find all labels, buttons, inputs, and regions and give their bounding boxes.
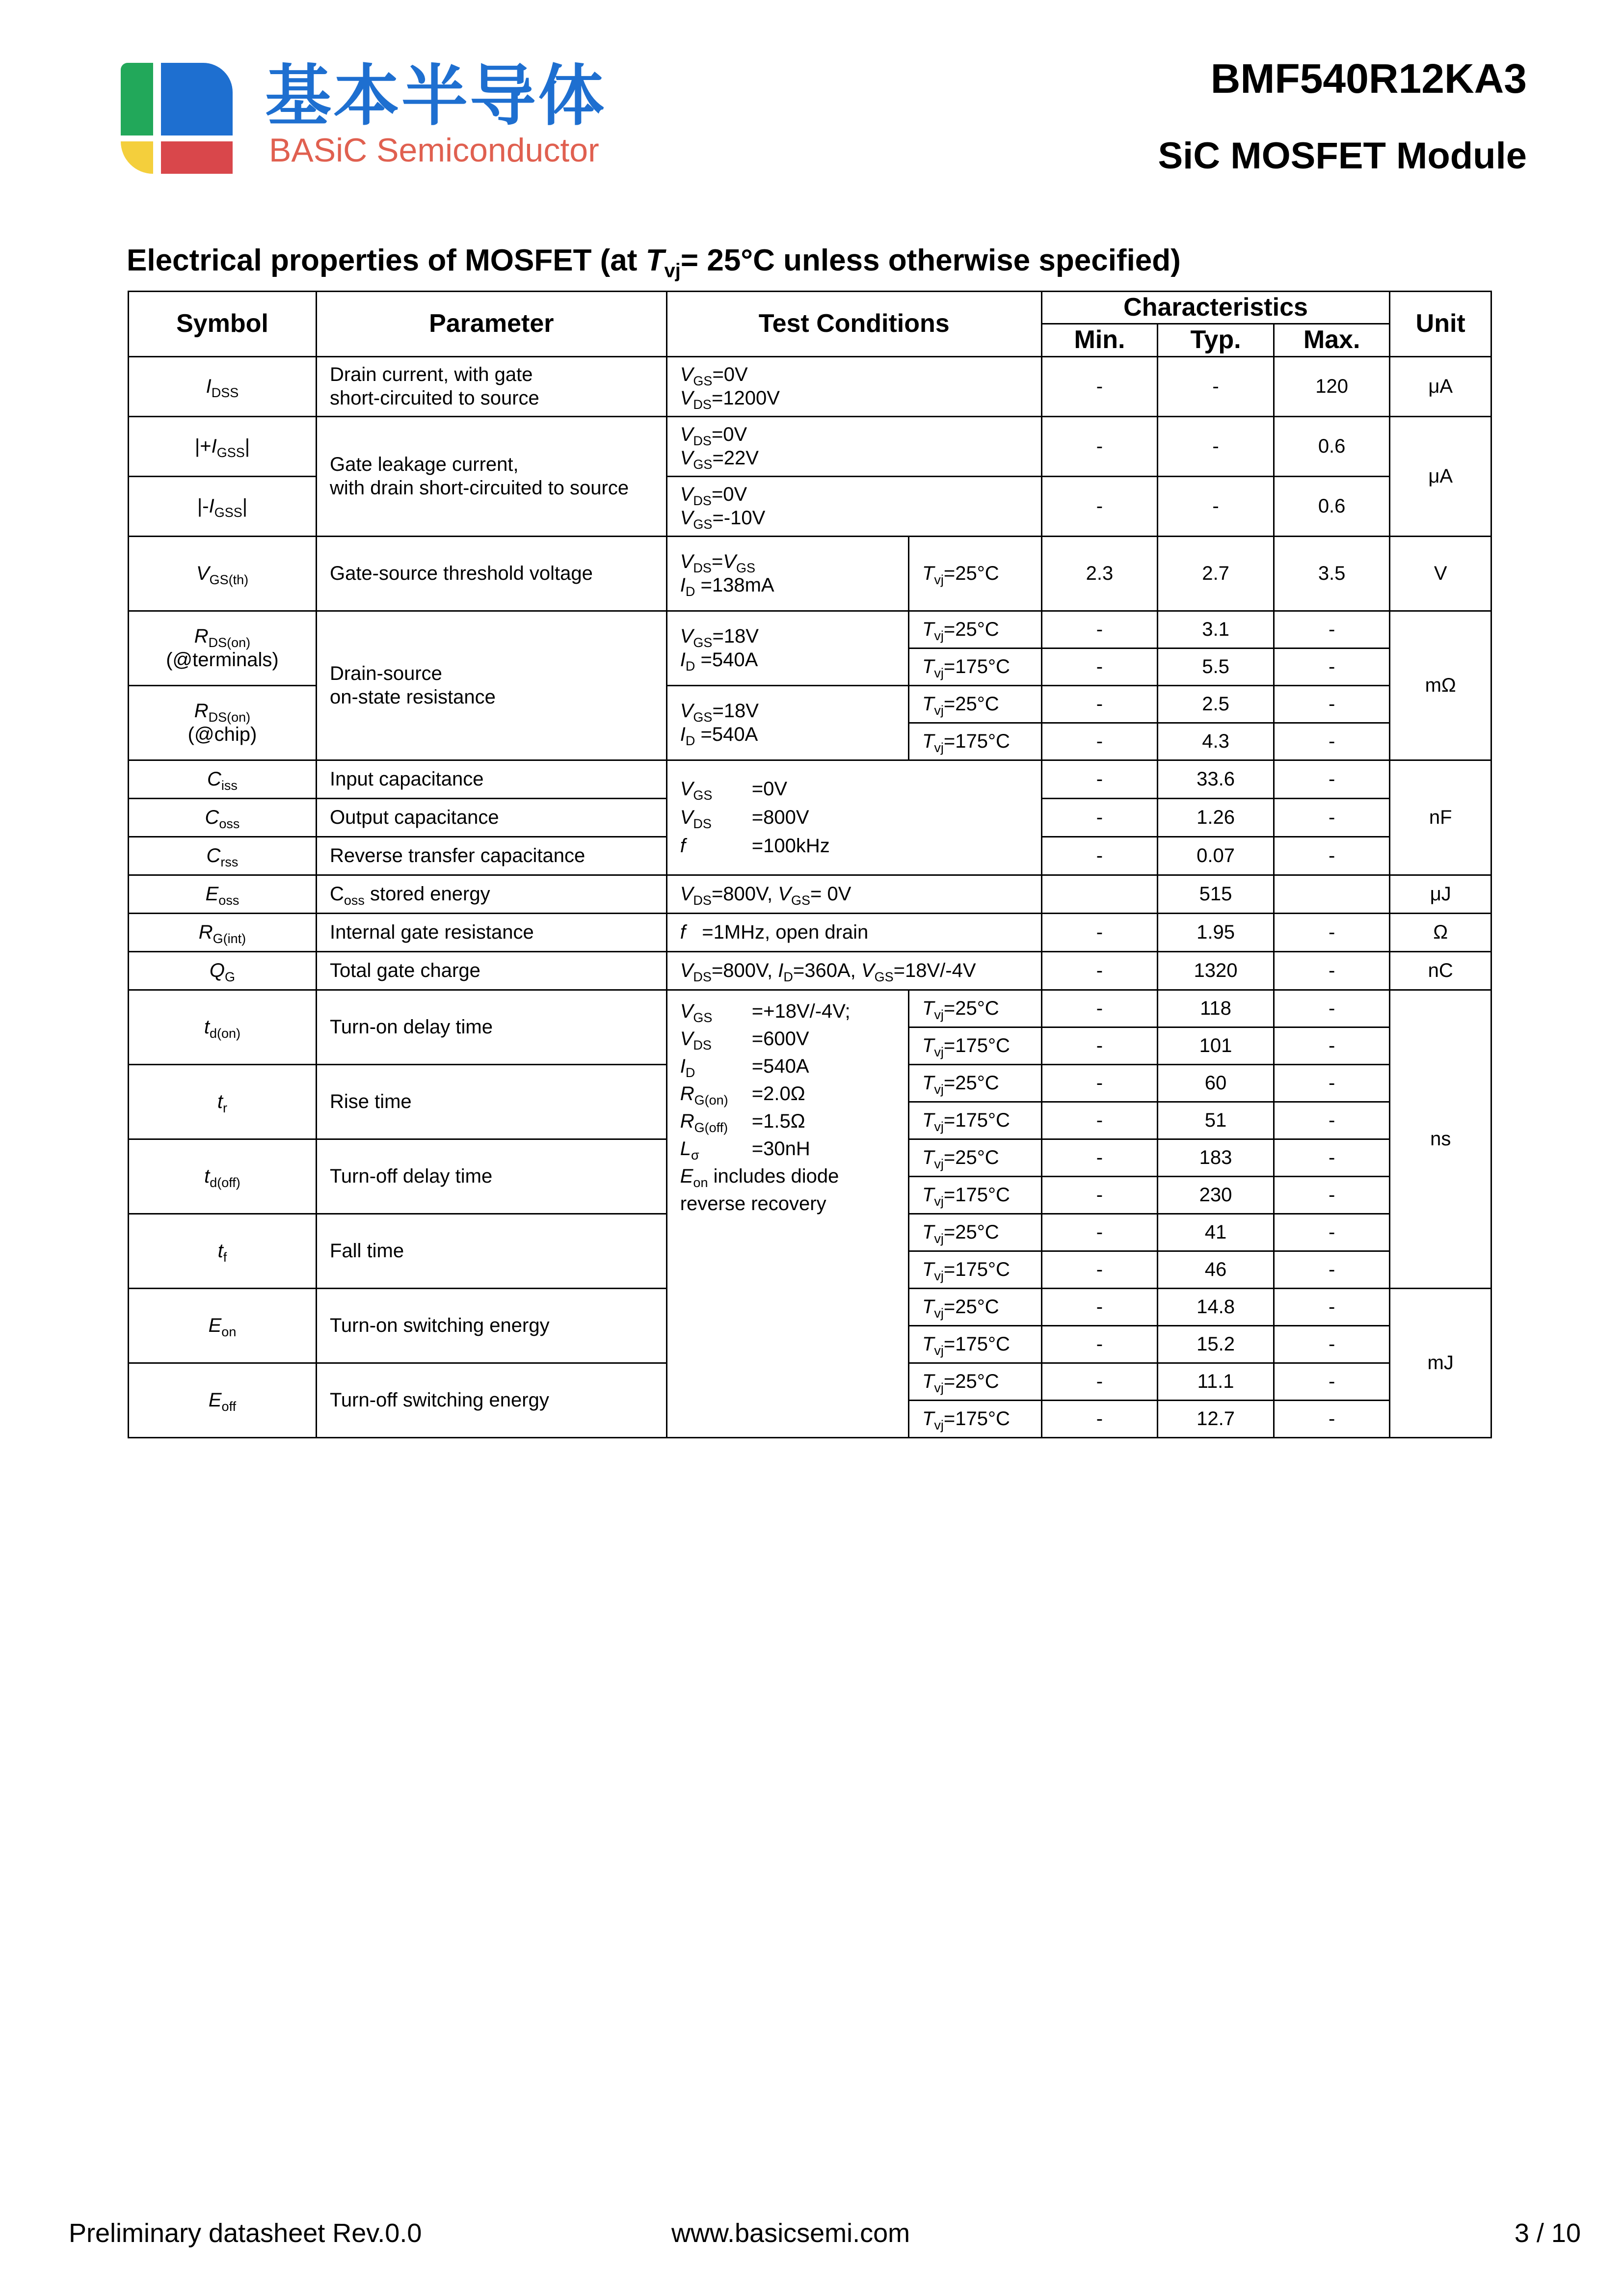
igss-unit: μA — [1390, 416, 1491, 536]
crss-max: - — [1274, 837, 1390, 875]
switching-tvj: $T_{vj}=25^\circ C$ — [908, 990, 1041, 1027]
param-coss: Output capacitance — [316, 798, 666, 837]
idss-min: - — [1041, 356, 1158, 416]
rdson-tvj: $T_{vj}=175^\circ C$ — [908, 648, 1041, 685]
symbol-rgint: $R_{G(int)}$ — [129, 913, 317, 951]
coss-min: - — [1041, 798, 1158, 837]
symbol-tdon: $t_{d(on)}$ — [129, 990, 317, 1064]
igss-pos-typ: - — [1158, 416, 1274, 476]
symbol-eon: $E_{on}$ — [129, 1288, 317, 1363]
switching-tvj: $T_{vj}=175^\circ C$ — [908, 1176, 1041, 1214]
footer-website-link[interactable]: www.basicsemi.com — [671, 2218, 910, 2248]
param-eoff: Turn-off switching energy — [316, 1363, 666, 1437]
switching-typ: 11.1 — [1158, 1363, 1274, 1400]
switching-tvj: $T_{vj}=25^\circ C$ — [908, 1214, 1041, 1251]
switching-max: - — [1274, 1176, 1390, 1214]
switching-min: - — [1041, 1400, 1158, 1437]
header-test-conditions: Test Conditions — [666, 292, 1041, 357]
switching-typ: 101 — [1158, 1027, 1274, 1064]
table-row — [129, 536, 1491, 611]
symbol-crss: $C_{rss}$ — [129, 837, 317, 875]
qg-unit: nC — [1390, 951, 1491, 990]
crss-min: - — [1041, 837, 1158, 875]
igss-neg-max: 0.6 — [1274, 476, 1390, 536]
module-type: SiC MOSFET Module — [1158, 135, 1527, 177]
rdson-min: - — [1041, 611, 1158, 648]
header-max: Max. — [1274, 324, 1390, 356]
table-row — [129, 416, 1491, 476]
symbol-qg: $Q_G$ — [129, 951, 317, 990]
eoss-unit: μJ — [1390, 875, 1491, 913]
logo-red-block — [161, 141, 233, 174]
cond-rdson-chip: $V_{GS}=18V$ $I_D =540A$ — [666, 685, 908, 760]
energy-unit: mJ — [1390, 1288, 1491, 1437]
switching-tvj: $T_{vj}=25^\circ C$ — [908, 1363, 1041, 1400]
rdson-min: - — [1041, 685, 1158, 723]
header-unit: Unit — [1390, 292, 1491, 357]
switching-min: - — [1041, 1288, 1158, 1325]
header-typ: Typ. — [1158, 324, 1274, 356]
table-row — [129, 990, 1491, 1027]
param-eon: Turn-on switching energy — [316, 1288, 666, 1363]
switching-tvj: $T_{vj}=175^\circ C$ — [908, 1400, 1041, 1437]
switching-typ: 118 — [1158, 990, 1274, 1027]
table-row — [129, 913, 1491, 951]
symbol-eoff: $E_{off}$ — [129, 1363, 317, 1437]
rdson-typ: 3.1 — [1158, 611, 1274, 648]
param-vgsth: Gate-source threshold voltage — [316, 536, 666, 611]
qg-min: - — [1041, 951, 1158, 990]
rdson-typ: 4.3 — [1158, 723, 1274, 760]
rdson-tvj: $T_{vj}=175^\circ C$ — [908, 723, 1041, 760]
logo-green-block — [121, 63, 153, 135]
rdson-tvj: $T_{vj}=25^\circ C$ — [908, 685, 1041, 723]
rgint-max: - — [1274, 913, 1390, 951]
param-rgint: Internal gate resistance — [316, 913, 666, 951]
switching-tvj: $T_{vj}=175^\circ C$ — [908, 1027, 1041, 1064]
symbol-tr: $t_r$ — [129, 1064, 317, 1139]
param-crss: Reverse transfer capacitance — [316, 837, 666, 875]
cond-capacitance: $V_{GS}$ =0V $V_{DS}$ =800V f =100kHz — [666, 760, 1041, 875]
mosfet-electrical-table — [128, 291, 1492, 1438]
symbol-ciss: $C_{iss}$ — [129, 760, 317, 798]
switching-max: - — [1274, 1027, 1390, 1064]
capacitance-unit: nF — [1390, 760, 1491, 875]
logo-chinese-name: 基本半导体 — [265, 57, 606, 135]
switching-typ: 51 — [1158, 1102, 1274, 1139]
vgsth-min: 2.3 — [1041, 536, 1158, 611]
coss-max: - — [1274, 798, 1390, 837]
rgint-typ: 1.95 — [1158, 913, 1274, 951]
switching-tvj: $T_{vj}=175^\circ C$ — [908, 1102, 1041, 1139]
cond-rgint: f =1MHz, open drain — [666, 913, 1041, 951]
switching-min: - — [1041, 1363, 1158, 1400]
switching-typ: 60 — [1158, 1064, 1274, 1102]
crss-typ: 0.07 — [1158, 837, 1274, 875]
idss-unit: μA — [1390, 356, 1491, 416]
switching-typ: 15.2 — [1158, 1325, 1274, 1363]
vgsth-unit: V — [1390, 536, 1491, 611]
logo-english-name: BASiC Semiconductor — [269, 132, 599, 169]
switching-max: - — [1274, 1251, 1390, 1288]
switching-min: - — [1041, 1139, 1158, 1176]
eoss-min — [1041, 875, 1158, 913]
rdson-max: - — [1274, 685, 1390, 723]
rdson-min: - — [1041, 648, 1158, 685]
rdson-max: - — [1274, 611, 1390, 648]
eoss-typ: 515 — [1158, 875, 1274, 913]
cond-rdson-terminals: $V_{GS}=18V$ $I_D =540A$ — [666, 611, 908, 685]
switching-typ: 46 — [1158, 1251, 1274, 1288]
switching-tvj: $T_{vj}=25^\circ C$ — [908, 1064, 1041, 1102]
switching-max: - — [1274, 1363, 1390, 1400]
switching-max: - — [1274, 1288, 1390, 1325]
symbol-rdson-terminals: $R_{DS(on)}$ (@terminals) — [129, 611, 317, 685]
switching-typ: 41 — [1158, 1214, 1274, 1251]
cond-vgsth-tvj: $T_{vj}=25^\circ C$ — [908, 536, 1041, 611]
logo-yellow-block — [121, 141, 153, 174]
qg-typ: 1320 — [1158, 951, 1274, 990]
table-header-row — [129, 292, 1491, 324]
cond-vgsth: $V_{DS}=V_{GS}$ $I_D =138mA$ — [666, 536, 908, 611]
company-logo — [121, 63, 233, 174]
switching-max: - — [1274, 1214, 1390, 1251]
time-unit: ns — [1390, 990, 1491, 1288]
param-qg: Total gate charge — [316, 951, 666, 990]
symbol-eoss: $E_{oss}$ — [129, 875, 317, 913]
switching-typ: 230 — [1158, 1176, 1274, 1214]
rgint-unit: Ω — [1390, 913, 1491, 951]
symbol-rdson-chip: $R_{DS(on)}$ (@chip) — [129, 685, 317, 760]
cond-qg: $V_{DS}=800V$, $I_D=360A$, $V_{GS}=18V/-4V$ — [666, 951, 1041, 990]
rgint-min: - — [1041, 913, 1158, 951]
table-row — [129, 951, 1491, 990]
vgsth-typ: 2.7 — [1158, 536, 1274, 611]
switching-min: - — [1041, 1102, 1158, 1139]
switching-min: - — [1041, 1214, 1158, 1251]
igss-neg-typ: - — [1158, 476, 1274, 536]
table-row — [129, 760, 1491, 798]
switching-min: - — [1041, 1064, 1158, 1102]
cond-eoss: $V_{DS}=800V$, $V_{GS}= 0V$ — [666, 875, 1041, 913]
section-title: Electrical properties of MOSFET (at $T_{vj}= 25^\circ C$ unless otherwise specified) — [127, 243, 1181, 282]
param-eoss: $C_{oss}$ stored energy — [316, 875, 666, 913]
switching-typ: 12.7 — [1158, 1400, 1274, 1437]
rdson-max: - — [1274, 723, 1390, 760]
table-row — [129, 875, 1491, 913]
rdson-unit: mΩ — [1390, 611, 1491, 760]
switching-tvj: $T_{vj}=175^\circ C$ — [908, 1325, 1041, 1363]
coss-typ: 1.26 — [1158, 798, 1274, 837]
switching-min: - — [1041, 990, 1158, 1027]
table-row — [129, 611, 1491, 648]
rdson-typ: 5.5 — [1158, 648, 1274, 685]
footer-page-number: 3 / 10 — [1514, 2218, 1581, 2248]
symbol-igss-pos: $|+I_{GSS}|$ — [129, 416, 317, 476]
switching-typ: 183 — [1158, 1139, 1274, 1176]
ciss-max: - — [1274, 760, 1390, 798]
switching-min: - — [1041, 1176, 1158, 1214]
header-symbol: Symbol — [129, 292, 317, 357]
param-rdson: Drain-source on-state resistance — [316, 611, 666, 760]
switching-min: - — [1041, 1251, 1158, 1288]
switching-tvj: $T_{vj}=175^\circ C$ — [908, 1251, 1041, 1288]
igss-pos-max: 0.6 — [1274, 416, 1390, 476]
param-tr: Rise time — [316, 1064, 666, 1139]
rdson-tvj: $T_{vj}=25^\circ C$ — [908, 611, 1041, 648]
symbol-vgsth: $V_{GS(th)}$ — [129, 536, 317, 611]
switching-min: - — [1041, 1027, 1158, 1064]
switching-min: - — [1041, 1325, 1158, 1363]
param-tdon: Turn-on delay time — [316, 990, 666, 1064]
symbol-igss-neg: $|-I_{GSS}|$ — [129, 476, 317, 536]
eoss-max — [1274, 875, 1390, 913]
switching-max: - — [1274, 1102, 1390, 1139]
rdson-typ: 2.5 — [1158, 685, 1274, 723]
switching-max: - — [1274, 1139, 1390, 1176]
ciss-typ: 33.6 — [1158, 760, 1274, 798]
param-tf: Fall time — [316, 1214, 666, 1288]
switching-max: - — [1274, 1325, 1390, 1363]
symbol-idss: $I_{DSS}$ — [129, 356, 317, 416]
switching-typ: 14.8 — [1158, 1288, 1274, 1325]
igss-pos-min: - — [1041, 416, 1158, 476]
switching-max: - — [1274, 1064, 1390, 1102]
table-row — [129, 356, 1491, 416]
param-idss: Drain current, with gate short-circuited to source — [316, 356, 666, 416]
header-parameter: Parameter — [316, 292, 666, 357]
switching-tvj: $T_{vj}=25^\circ C$ — [908, 1288, 1041, 1325]
idss-max: 120 — [1274, 356, 1390, 416]
vgsth-max: 3.5 — [1274, 536, 1390, 611]
symbol-tdoff: $t_{d(off)}$ — [129, 1139, 317, 1214]
switching-max: - — [1274, 1400, 1390, 1437]
rdson-max: - — [1274, 648, 1390, 685]
symbol-tf: $t_f$ — [129, 1214, 317, 1288]
igss-neg-min: - — [1041, 476, 1158, 536]
switching-tvj: $T_{vj}=25^\circ C$ — [908, 1139, 1041, 1176]
idss-typ: - — [1158, 356, 1274, 416]
header-min: Min. — [1041, 324, 1158, 356]
rdson-min: - — [1041, 723, 1158, 760]
cond-igss-neg: $V_{DS}=0V$ $V_{GS}=-10V$ — [666, 476, 1041, 536]
cond-igss-pos: $V_{DS}=0V$ $V_{GS}=22V$ — [666, 416, 1041, 476]
param-tdoff: Turn-off delay time — [316, 1139, 666, 1214]
cond-switching: $V_{GS}$ =+18V/-4V; $V_{DS}$ =600V $I_D$ =540A $R_{G(on)}$ =2.0Ω $R_{G(off)}$ =1.5Ω $L_\sigma$ =30nH $E_{on}$ includes diode reverse recovery — [666, 990, 908, 1437]
cond-idss: $V_{GS}=0V$ $V_{DS}=1200V$ — [666, 356, 1041, 416]
ciss-min: - — [1041, 760, 1158, 798]
logo-blue-block — [161, 63, 233, 135]
param-igss: Gate leakage current, with drain short-circuited to source — [316, 416, 666, 536]
header-characteristics: Characteristics — [1041, 292, 1390, 324]
param-ciss: Input capacitance — [316, 760, 666, 798]
footer-revision: Preliminary datasheet Rev.0.0 — [69, 2218, 422, 2248]
qg-max: - — [1274, 951, 1390, 990]
part-number: BMF540R12KA3 — [1210, 55, 1527, 102]
switching-max: - — [1274, 990, 1390, 1027]
symbol-coss: $C_{oss}$ — [129, 798, 317, 837]
